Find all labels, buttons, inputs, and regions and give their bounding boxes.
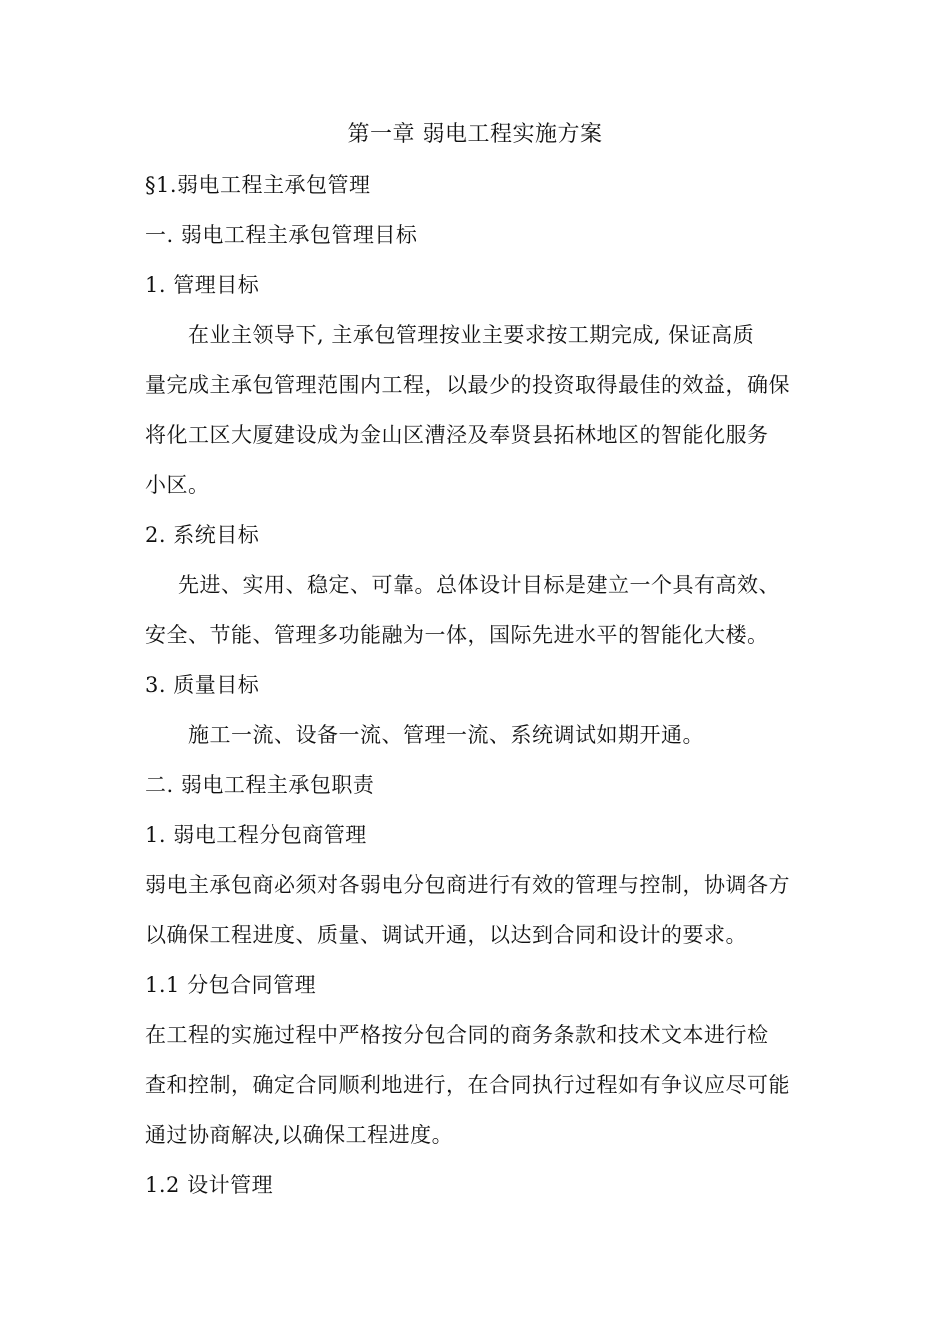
sub11-paragraph-line: 在工程的实施过程中严格按分包合同的商务条款和技术文本进行检 [145,1023,769,1047]
item2-heading: 2. 系统目标 [145,523,260,547]
sub1-paragraph-line: 弱电主承包商必须对各弱电分包商进行有效的管理与控制，协调各方 [145,873,790,897]
item3-paragraph: 施工一流、设备一流、管理一流、系统调试如期开通。 [188,723,704,747]
heading-one: 一. 弱电工程主承包管理目标 [145,223,418,247]
sub1-heading: 1. 弱电工程分包商管理 [145,823,367,847]
item2-paragraph-line: 先进、实用、稳定、可靠。总体设计目标是建立一个具有高效、 [178,573,780,597]
section-heading: §1.弱电工程主承包管理 [145,173,371,197]
item2-paragraph-line: 安全、节能、管理多功能融为一体，国际先进水平的智能化大楼。 [145,623,769,647]
item1-heading: 1. 管理目标 [145,273,260,297]
sub11-heading: 1.1 分包合同管理 [145,973,317,997]
sub11-paragraph-line: 查和控制，确定合同顺利地进行，在合同执行过程如有争议应尽可能 [145,1073,790,1097]
sub1-paragraph-line: 以确保工程进度、质量、调试开通，以达到合同和设计的要求。 [145,923,747,947]
item1-paragraph-line: 将化工区大厦建设成为金山区漕泾及奉贤县拓林地区的智能化服务 [145,423,769,447]
item1-paragraph-line: 在业主领导下, 主承包管理按业主要求按工期完成, 保证高质 [188,323,755,347]
chapter-title: 第一章 弱电工程实施方案 [347,122,603,147]
item1-paragraph-line: 小区。 [145,473,210,497]
item1-paragraph-line: 量完成主承包管理范围内工程，以最少的投资取得最佳的效益，确保 [145,373,790,397]
item3-heading: 3. 质量目标 [145,673,260,697]
heading-two: 二. 弱电工程主承包职责 [145,773,375,797]
sub11-paragraph-line: 通过协商解决,以确保工程进度。 [145,1123,454,1147]
sub12-heading: 1.2 设计管理 [145,1173,274,1197]
